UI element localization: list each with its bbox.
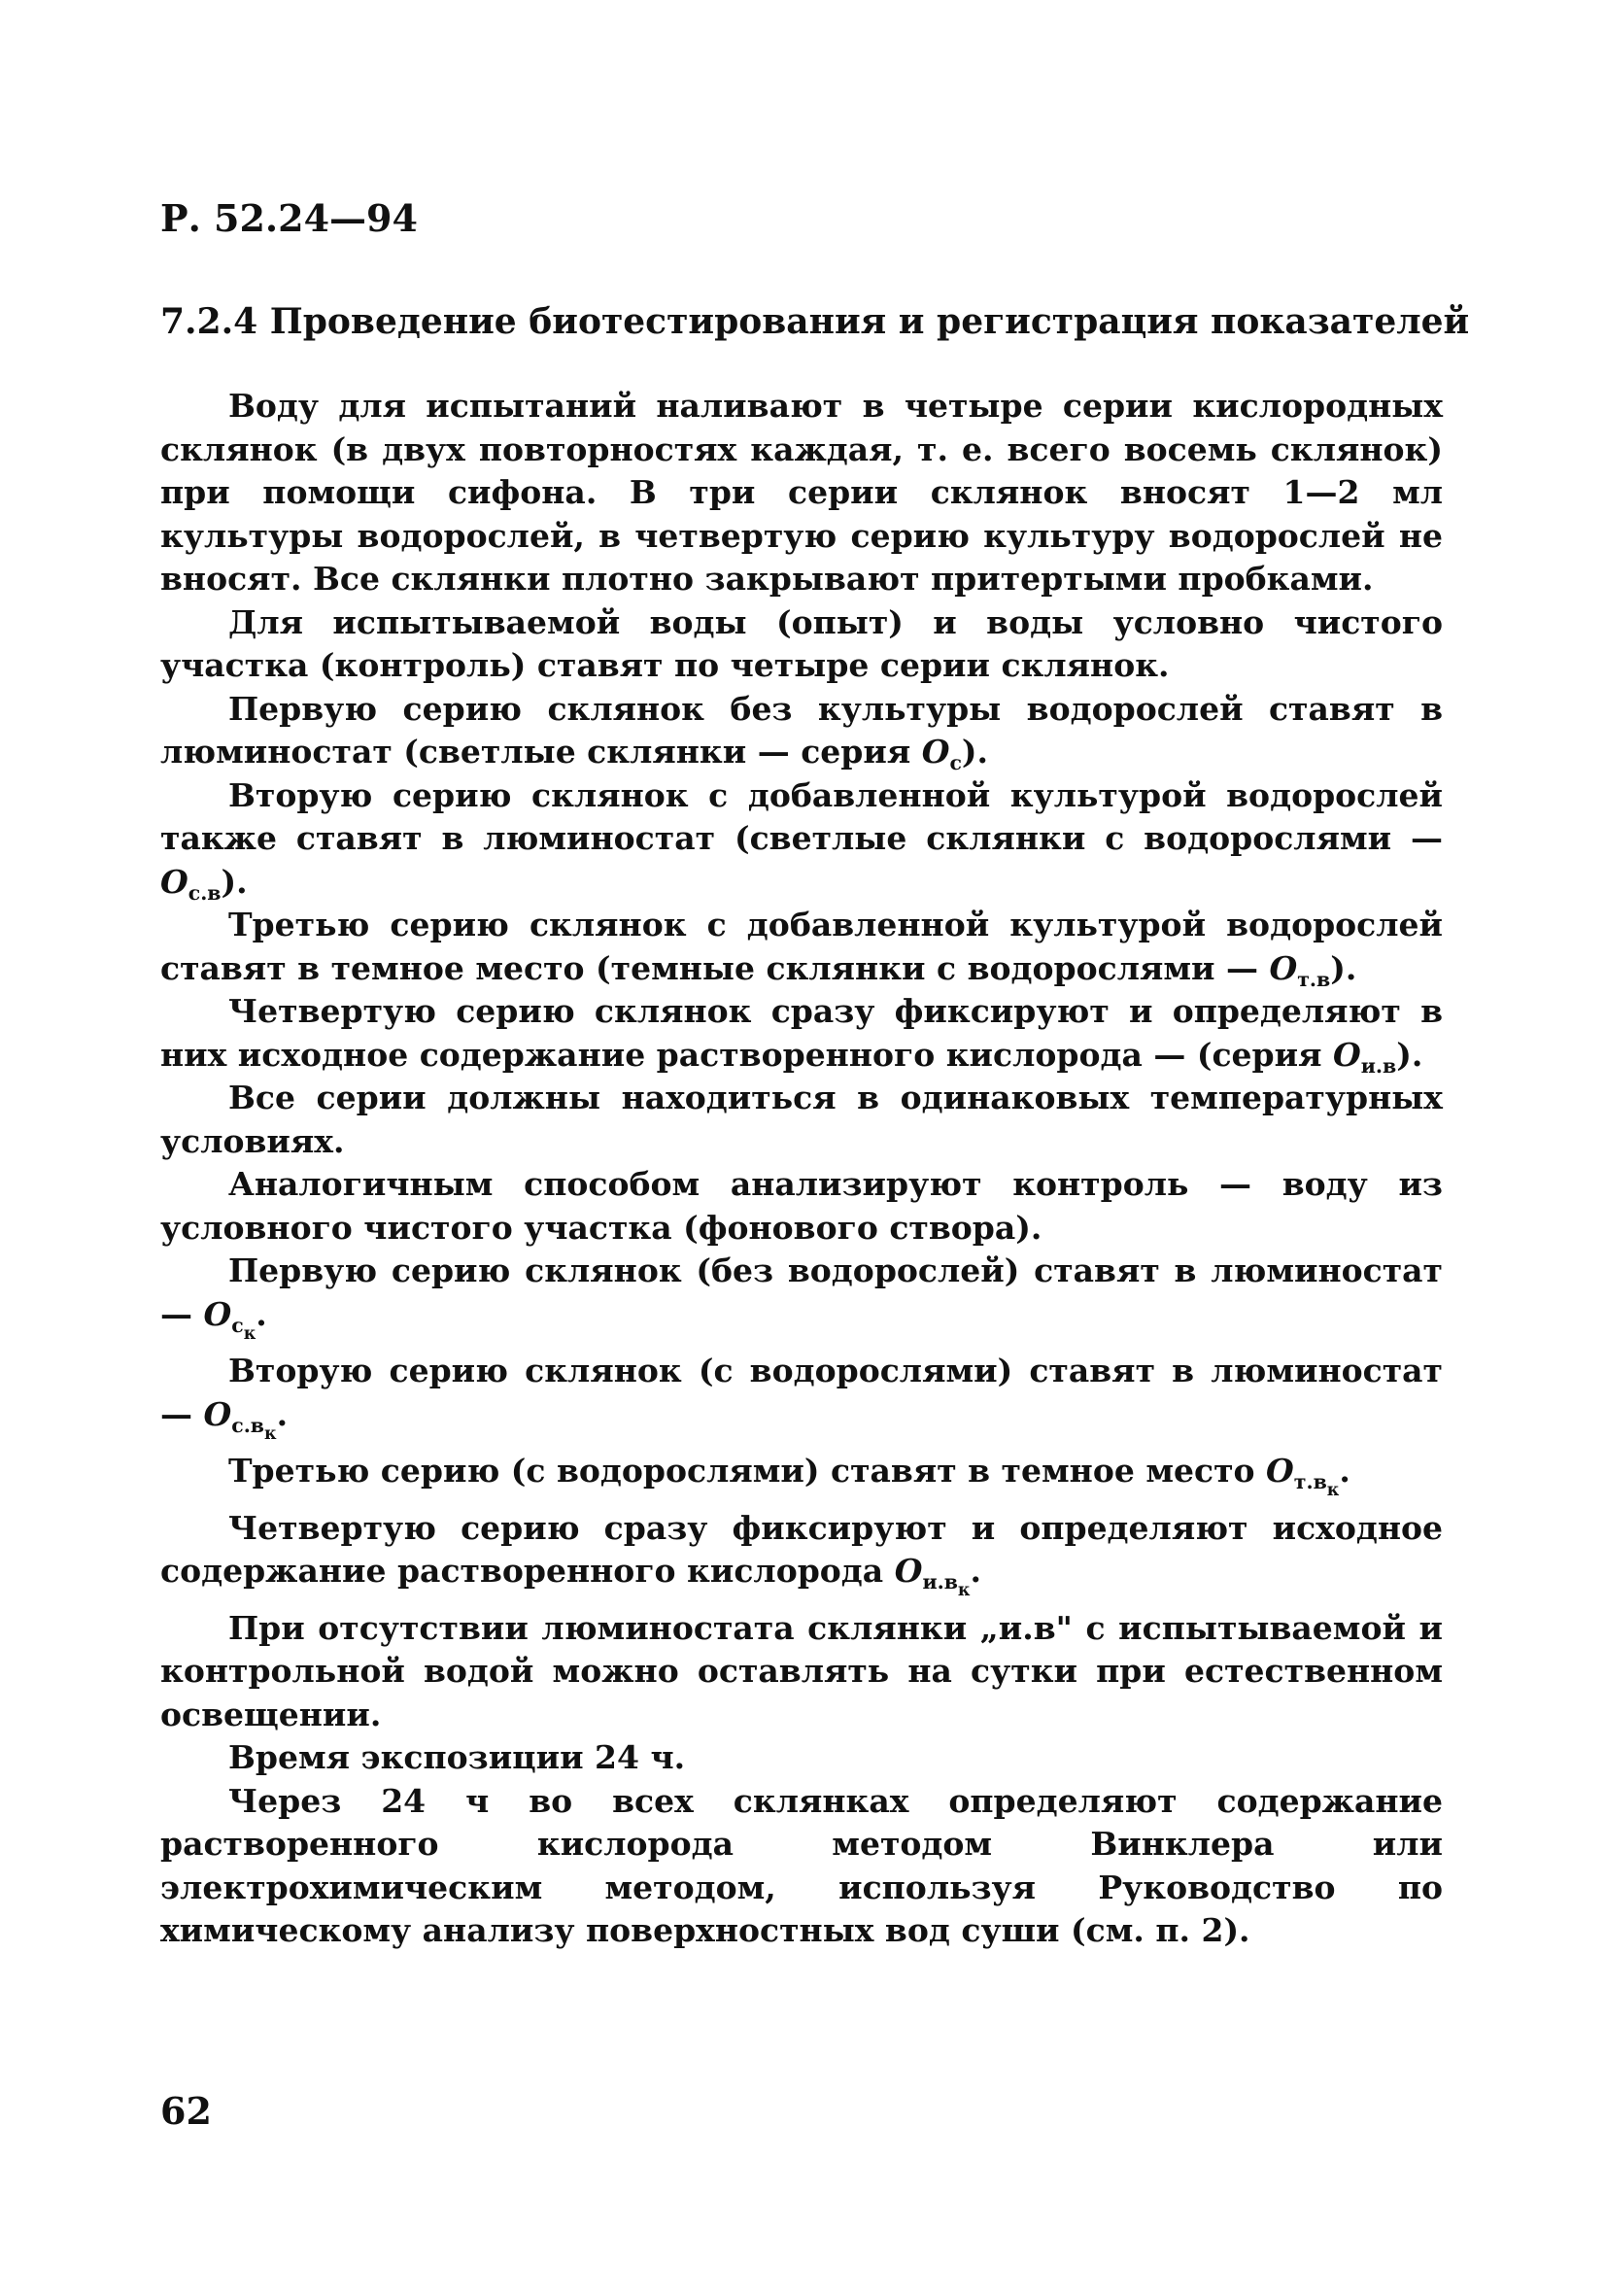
symbol-o: O [160,862,188,901]
subscript: и.вк [922,1570,971,1601]
paragraph: Вторую серию склянок с добавленной культурой водорослей также ставят в люминостат (светлые склянки с водорослями — $O_{с.в}$). [160,775,1443,905]
subscript: с [949,751,962,775]
subscript: т.вк [1293,1470,1340,1501]
subscript: и.в [1360,1053,1397,1078]
paragraph: Воду для испытаний наливают в четыре серии кислородных склянок (в двух повторностях каждая, т. е. всего восемь склянок) при помощи сифона. В три серии склянок вносят 1—2 мл культуры водорослей, в четвертую серию культуру водорослей не вносят. Все склянки плотно закрывают притертыми пробками. [160,387,1443,598]
paragraph: Через 24 ч во всех склянках определяют содержание растворенного кислорода методом Винклера или электрохимическим методом, используя Руководство по химическому анализу поверхностных вод суши (см. п. 2). [160,1781,1443,1949]
paragraph: Третью серию склянок с добавленной культурой водорослей ставят в темное место (темные склянки с водорослями — $O_{т.в}$). [160,906,1443,991]
paragraph: Аналогичным способом анализируют контроль — воду из условного чистого участка (фонового створа). [160,1165,1443,1247]
document-page [160,194,1470,1953]
page-number: 62 [160,2089,212,2133]
paragraph: Вторую серию склянок (с водорослями) ставят в люминостат — $O_{с.в_к}$. [160,1352,1443,1444]
paragraph: Четвертую серию склянок сразу фиксируют и определяют в них исходное содержание растворенного кислорода — (серия $O_{и.в}$). [160,992,1443,1078]
subscript: т.в [1297,967,1331,991]
symbol-o: O [1269,948,1298,987]
symbol-o: O [1332,1035,1361,1074]
paragraph: Первую серию склянок без культуры водорослей ставят в люминостат (светлые склянки — серия $O_с$). [160,689,1443,775]
symbol-o: O [203,1394,232,1433]
paragraph: Для испытываемой воды (опыт) и воды условно чистого участка (контроль) ставят по четыре серии склянок. [160,602,1443,684]
document-code: Р. 52.24—94 [160,196,418,240]
symbol-o: O [894,1552,923,1590]
paragraph: Четвертую серию сразу фиксируют и определяют исходное содержание растворенного кислорода $O_{и.в_к}$. [160,1508,1443,1601]
symbol-o: O [1266,1452,1294,1490]
paragraph: Все серии должны находиться в одинаковых температурных условиях. [160,1079,1443,1160]
symbol-o: O [203,1294,232,1333]
subscript: с.вк [231,1413,277,1444]
subscript: ск [231,1313,256,1344]
paragraph: При отсутствии люминостата склянки „и.в" с испытываемой и контрольной водой можно оставлять на сутки при естественном освещении. [160,1608,1443,1733]
paragraph: Третью серию (с водорослями) ставят в темное место $O_{т.в_к}$. [228,1452,1350,1501]
section-title: 7.2.4 Проведение биотестирования и регистрация показателей [160,301,1470,342]
subscript: с.в [188,880,222,905]
symbol-o: O [921,733,950,771]
paragraph: Время экспозиции 24 ч. [228,1738,686,1776]
paragraph: Первую серию склянок (без водорослей) ставят в люминостат — $O_{с_к}$. [160,1251,1443,1344]
